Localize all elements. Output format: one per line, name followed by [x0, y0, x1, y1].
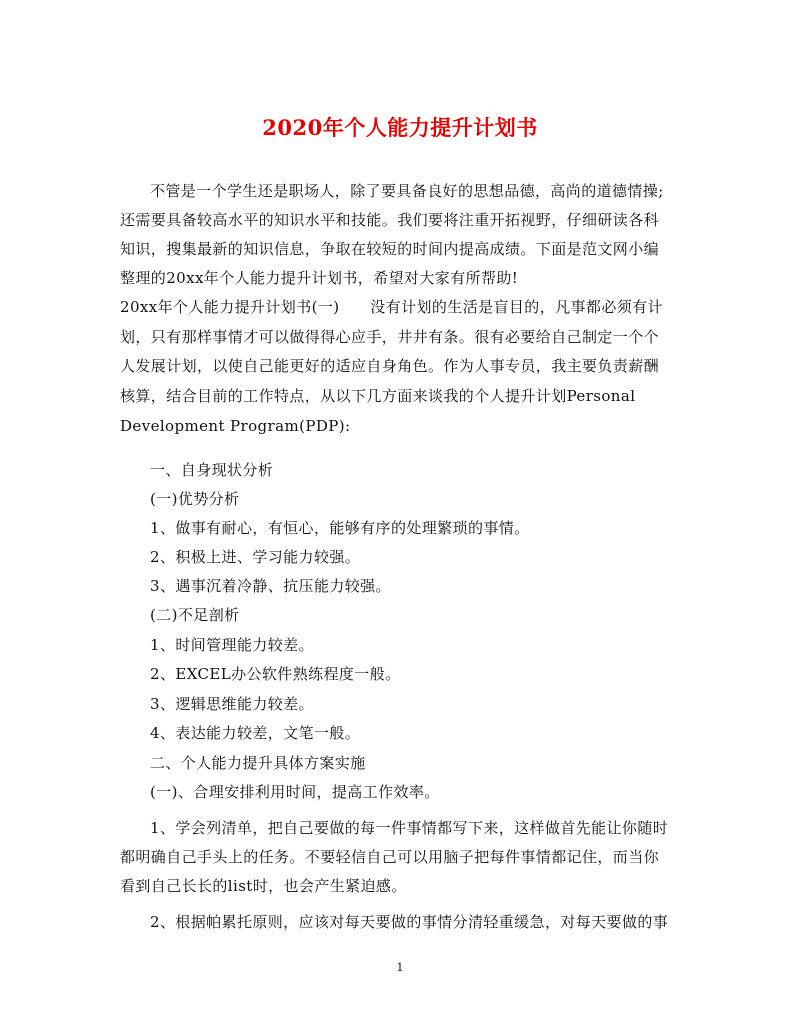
body-line: 20xx年个人能力提升计划书(一) 没有计划的生活是盲目的，凡事都必须有计: [120, 298, 663, 316]
page-number: 1: [396, 961, 404, 974]
body-line: 核算，结合目前的工作特点，从以下几方面来谈我的个人提升计划Personal: [120, 387, 636, 405]
section-heading: 二、个人能力提升具体方案实施: [150, 754, 366, 772]
body-line: Development Program(PDP):: [120, 417, 351, 435]
body-line: 看到自己长长的list时，也会产生紧迫感。: [120, 877, 407, 895]
body-line: 人发展计划，以使自己能更好的适应自身角色。作为人事专员，我主要负责薪酬: [120, 357, 660, 375]
body-line: 整理的20xx年个人能力提升计划书，希望对大家有所帮助!: [120, 269, 519, 287]
body-line: 知识，搜集最新的知识信息，争取在较短的时间内提高成绩。下面是范文网小编: [120, 240, 660, 258]
section-heading: 一、自身现状分析: [150, 461, 274, 479]
body-line: 2、根据帕累托原则，应该对每天要做的事情分清轻重缓急，对每天要做的事: [150, 913, 669, 931]
document-title: 2020年个人能力提升计划书: [262, 115, 538, 140]
body-line: 还需要具备较高水平的知识水平和技能。我们要将注重开拓视野，仔细研读各科: [120, 211, 660, 229]
body-line: 都明确自己手头上的任务。不要轻信自己可以用脑子把每件事情都记住，而当你: [120, 848, 660, 866]
list-item: 4、表达能力较差，文笔一般。: [150, 724, 361, 742]
subsection-heading: (一)优势分析: [150, 490, 240, 508]
list-item: 1、时间管理能力较差。: [150, 636, 314, 654]
body-line: 划，只有那样事情才可以做得得心应手，井井有条。很有必要给自己制定一个个: [120, 328, 660, 346]
list-item: 1、做事有耐心，有恒心，能够有序的处理繁琐的事情。: [150, 519, 530, 537]
body-line: 1、学会列清单，把自己要做的每一件事情都写下来，这样做首先能让你随时: [150, 819, 669, 837]
subsection-heading: (一)、合理安排利用时间，提高工作效率。: [150, 783, 440, 801]
list-item: 3、逻辑思维能力较差。: [150, 695, 314, 713]
list-item: 2、EXCEL办公软件熟练程度一般。: [150, 665, 401, 683]
list-item: 3、遇事沉着冷静、抗压能力较强。: [150, 577, 391, 595]
subsection-heading: (二)不足剖析: [150, 606, 240, 624]
list-item: 2、积极上进、学习能力较强。: [150, 548, 361, 566]
body-line: 不管是一个学生还是职场人，除了要具备良好的思想品德，高尚的道德情操;: [150, 182, 664, 200]
